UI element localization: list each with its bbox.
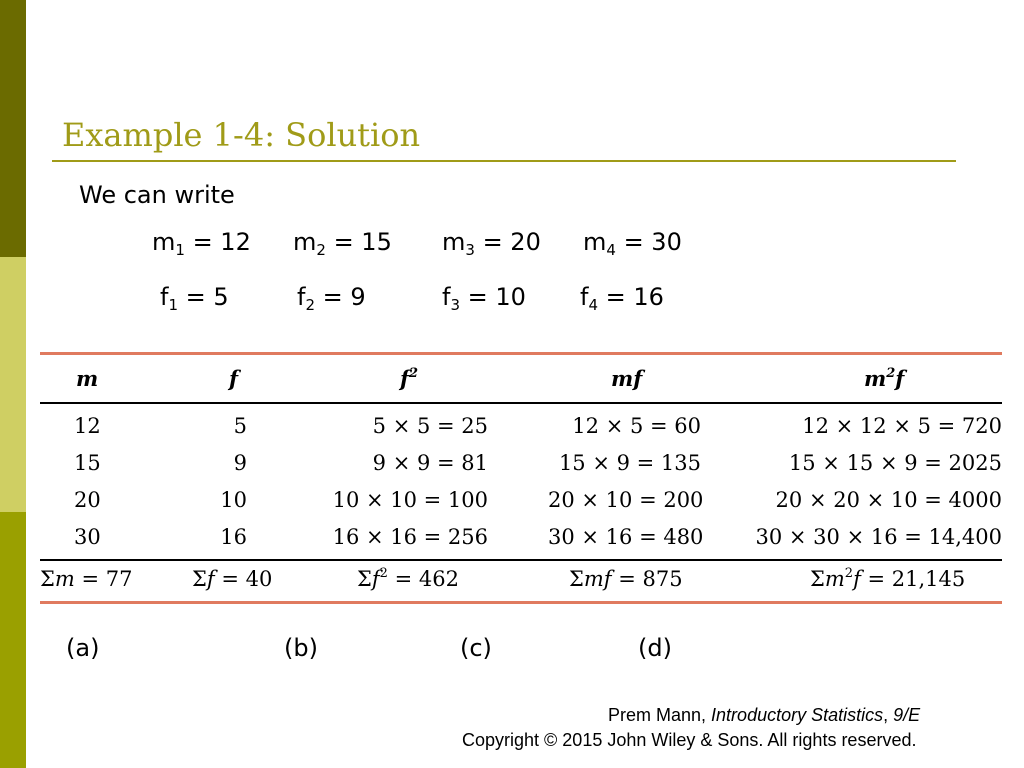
- label-c: (c): [460, 634, 492, 662]
- table-header-rule: [40, 402, 1002, 404]
- title-underline: [52, 160, 956, 162]
- table-cell: 5: [233, 414, 247, 438]
- label-b: (b): [284, 634, 318, 662]
- table-cell: 30 × 30 × 16 = 14,400: [755, 525, 1002, 549]
- table-top-rule: [40, 352, 1002, 355]
- intro-text: We can write: [79, 181, 235, 209]
- table-cell: 9: [233, 451, 247, 475]
- table-cell: 12: [74, 414, 101, 438]
- table-cell: 9 × 9 = 81: [372, 451, 488, 475]
- sum-m-squared-f: $\Sigma m^2f = 21,145$: [810, 566, 966, 591]
- sum-f: Σf = 40: [192, 567, 273, 591]
- table-cell: 10: [220, 488, 247, 512]
- table-cell: 12 × 12 × 5 = 720: [802, 414, 1002, 438]
- table-cell: 12 × 5 = 60: [572, 414, 701, 438]
- side-bar-olive: [0, 512, 26, 768]
- f2-equation: $f_2 = 9$: [297, 283, 366, 314]
- header-m-squared-f: $m^2f$: [864, 366, 905, 391]
- slide-title: Example 1-4: Solution: [62, 116, 421, 154]
- m4-equation: $m_4 = 30$: [583, 228, 682, 259]
- side-bar-light: [0, 257, 26, 512]
- table-cell: 5 × 5 = 25: [372, 414, 488, 438]
- header-m: m: [76, 366, 99, 391]
- label-d: (d): [638, 634, 672, 662]
- table-cell: 16 × 16 = 256: [332, 525, 488, 549]
- sum-m: Σm = 77: [40, 567, 133, 591]
- footer-copyright: Copyright © 2015 John Wiley & Sons. All rights reserved.: [462, 730, 917, 750]
- header-f: f: [229, 366, 239, 391]
- table-cell: 20 × 20 × 10 = 4000: [775, 488, 1002, 512]
- header-mf: mf: [611, 366, 643, 391]
- table-cell: 30 × 16 = 480: [548, 525, 704, 549]
- table-cell: 10 × 10 = 100: [332, 488, 488, 512]
- m3-equation: $m_3 = 20$: [442, 228, 541, 259]
- table-sum-rule: [40, 559, 1002, 561]
- label-a: (a): [66, 634, 100, 662]
- table-bottom-rule: [40, 601, 1002, 604]
- table-cell: 15: [74, 451, 101, 475]
- f4-equation: $f_4 = 16$: [580, 283, 664, 314]
- side-bar-dark: [0, 0, 26, 257]
- m2-equation: $m_2 = 15$: [293, 228, 392, 259]
- table-cell: 15 × 9 = 135: [558, 451, 701, 475]
- table-cell: 20 × 10 = 200: [548, 488, 704, 512]
- sum-mf: Σmf = 875: [569, 567, 683, 591]
- table-cell: 16: [220, 525, 247, 549]
- header-f-squared: $f^2$: [400, 366, 419, 391]
- f1-equation: $f_1 = 5$: [160, 283, 229, 314]
- m1-equation: $m_1 = 12$: [152, 228, 251, 259]
- footer-citation: Prem Mann, Introductory Statistics, 9/E: [608, 705, 921, 725]
- table-cell: 15 × 15 × 9 = 2025: [788, 451, 1002, 475]
- f3-equation: $f_3 = 10$: [442, 283, 526, 314]
- table-cell: 20: [74, 488, 101, 512]
- table-cell: 30: [74, 525, 101, 549]
- sum-f-squared: $\Sigma f^2 = 462$: [357, 566, 459, 591]
